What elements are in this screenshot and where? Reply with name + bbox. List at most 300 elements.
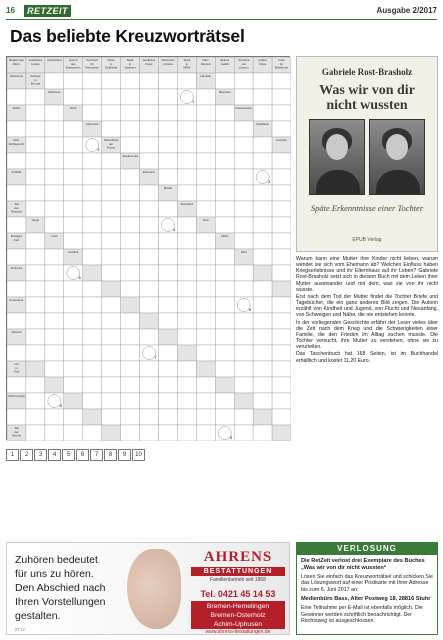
- answer-cell[interactable]: [177, 153, 196, 169]
- answer-cell[interactable]: [234, 377, 253, 393]
- answer-cell[interactable]: [26, 105, 45, 121]
- answer-cell[interactable]: [158, 361, 177, 377]
- answer-cell[interactable]: [45, 153, 64, 169]
- answer-cell[interactable]: [177, 249, 196, 265]
- answer-cell[interactable]: [26, 281, 45, 297]
- answer-cell[interactable]: [102, 361, 121, 377]
- answer-cell[interactable]: [64, 409, 83, 425]
- answer-cell[interactable]: [121, 137, 140, 153]
- answer-cell[interactable]: [26, 233, 45, 249]
- answer-cell[interactable]: [102, 105, 121, 121]
- answer-cell[interactable]: [7, 185, 26, 201]
- answer-cell[interactable]: [140, 137, 159, 153]
- answer-cell[interactable]: [253, 249, 272, 265]
- answer-cell[interactable]: [83, 425, 102, 441]
- solution-cell[interactable]: 7: [90, 449, 103, 461]
- solution-cell[interactable]: 2: [20, 449, 33, 461]
- answer-cell[interactable]: [83, 105, 102, 121]
- answer-cell[interactable]: [196, 393, 215, 409]
- answer-cell[interactable]: [196, 201, 215, 217]
- answer-cell[interactable]: [83, 377, 102, 393]
- answer-cell[interactable]: [140, 409, 159, 425]
- answer-cell[interactable]: [26, 329, 45, 345]
- answer-cell[interactable]: [234, 265, 253, 281]
- solution-cell[interactable]: 4: [48, 449, 61, 461]
- answer-cell[interactable]: [177, 377, 196, 393]
- answer-cell[interactable]: [45, 361, 64, 377]
- answer-cell[interactable]: [83, 297, 102, 313]
- answer-cell[interactable]: [64, 201, 83, 217]
- answer-cell[interactable]: [121, 105, 140, 121]
- answer-cell[interactable]: [121, 409, 140, 425]
- answer-cell[interactable]: [83, 313, 102, 329]
- answer-cell[interactable]: [83, 249, 102, 265]
- answer-cell[interactable]: [272, 121, 291, 137]
- answer-cell[interactable]: [272, 217, 291, 233]
- answer-cell[interactable]: [196, 185, 215, 201]
- answer-cell[interactable]: [121, 425, 140, 441]
- answer-cell[interactable]: [83, 185, 102, 201]
- answer-cell[interactable]: [253, 361, 272, 377]
- answer-cell[interactable]: [64, 73, 83, 89]
- answer-cell[interactable]: [64, 169, 83, 185]
- answer-cell[interactable]: [45, 249, 64, 265]
- answer-cell[interactable]: [253, 233, 272, 249]
- solution-cell[interactable]: 10: [132, 449, 145, 461]
- clue-text: Fisch: [69, 106, 77, 111]
- answer-cell[interactable]: [45, 329, 64, 345]
- answer-cell[interactable]: [177, 393, 196, 409]
- answer-cell[interactable]: [102, 249, 121, 265]
- answer-cell[interactable]: [26, 297, 45, 313]
- answer-cell[interactable]: [177, 73, 196, 89]
- answer-cell[interactable]: [121, 201, 140, 217]
- answer-cell[interactable]: [272, 169, 291, 185]
- answer-cell[interactable]: [272, 153, 291, 169]
- answer-cell[interactable]: [253, 73, 272, 89]
- answer-cell[interactable]: [253, 153, 272, 169]
- answer-cell[interactable]: [64, 137, 83, 153]
- answer-cell[interactable]: [177, 329, 196, 345]
- answer-cell[interactable]: [45, 217, 64, 233]
- answer-cell[interactable]: [177, 137, 196, 153]
- solution-cell[interactable]: 6: [76, 449, 89, 461]
- answer-cell[interactable]: [140, 73, 159, 89]
- answer-cell[interactable]: [64, 121, 83, 137]
- answer-cell[interactable]: [7, 409, 26, 425]
- answer-cell[interactable]: [45, 185, 64, 201]
- answer-cell[interactable]: [215, 345, 234, 361]
- answer-cell[interactable]: [45, 137, 64, 153]
- answer-cell[interactable]: [196, 169, 215, 185]
- answer-cell[interactable]: [140, 217, 159, 233]
- answer-cell[interactable]: [7, 217, 26, 233]
- answer-cell[interactable]: [45, 409, 64, 425]
- answer-cell[interactable]: [102, 377, 121, 393]
- answer-cell[interactable]: [64, 233, 83, 249]
- answer-cell[interactable]: [102, 329, 121, 345]
- answer-cell[interactable]: [196, 121, 215, 137]
- answer-cell[interactable]: [45, 313, 64, 329]
- answer-cell[interactable]: [64, 185, 83, 201]
- answer-cell[interactable]: [177, 409, 196, 425]
- answer-cell[interactable]: [45, 345, 64, 361]
- answer-cell[interactable]: [64, 345, 83, 361]
- answer-cell[interactable]: [234, 121, 253, 137]
- answer-cell[interactable]: [45, 265, 64, 281]
- answer-cell[interactable]: [121, 185, 140, 201]
- answer-cell[interactable]: [83, 233, 102, 249]
- answer-cell[interactable]: [140, 297, 159, 313]
- answer-cell[interactable]: [196, 297, 215, 313]
- answer-cell[interactable]: [64, 377, 83, 393]
- answer-cell[interactable]: [158, 153, 177, 169]
- answer-cell[interactable]: [26, 153, 45, 169]
- answer-cell[interactable]: [102, 313, 121, 329]
- answer-cell[interactable]: [196, 105, 215, 121]
- answer-cell[interactable]: [83, 329, 102, 345]
- answer-cell[interactable]: [234, 217, 253, 233]
- answer-cell[interactable]: [253, 297, 272, 313]
- answer-cell[interactable]: [177, 121, 196, 137]
- answer-cell[interactable]: [196, 89, 215, 105]
- answer-cell[interactable]: [272, 345, 291, 361]
- answer-cell[interactable]: [158, 105, 177, 121]
- answer-cell[interactable]: [121, 249, 140, 265]
- solution-cell[interactable]: 9: [118, 449, 131, 461]
- answer-cell[interactable]: [140, 377, 159, 393]
- answer-cell[interactable]: [158, 281, 177, 297]
- answer-cell[interactable]: [272, 329, 291, 345]
- answer-cell[interactable]: [83, 201, 102, 217]
- answer-cell[interactable]: [121, 233, 140, 249]
- answer-cell[interactable]: [83, 361, 102, 377]
- answer-cell[interactable]: [177, 185, 196, 201]
- answer-cell[interactable]: [158, 377, 177, 393]
- answer-cell[interactable]: [253, 105, 272, 121]
- answer-cell[interactable]: [234, 201, 253, 217]
- answer-cell[interactable]: [140, 281, 159, 297]
- answer-cell[interactable]: [272, 361, 291, 377]
- answer-cell[interactable]: [102, 409, 121, 425]
- answer-cell[interactable]: [215, 329, 234, 345]
- answer-cell[interactable]: [83, 73, 102, 89]
- answer-cell[interactable]: [140, 361, 159, 377]
- answer-cell[interactable]: [45, 281, 64, 297]
- answer-cell[interactable]: [196, 137, 215, 153]
- answer-cell[interactable]: [26, 425, 45, 441]
- answer-cell[interactable]: [158, 233, 177, 249]
- answer-cell[interactable]: [272, 185, 291, 201]
- answer-cell[interactable]: [83, 217, 102, 233]
- answer-cell[interactable]: [158, 169, 177, 185]
- answer-cell[interactable]: [26, 249, 45, 265]
- answer-cell[interactable]: [140, 425, 159, 441]
- answer-cell[interactable]: [26, 169, 45, 185]
- answer-cell[interactable]: [102, 169, 121, 185]
- answer-cell[interactable]: [215, 409, 234, 425]
- answer-cell[interactable]: [177, 233, 196, 249]
- answer-cell[interactable]: [253, 281, 272, 297]
- answer-cell[interactable]: [272, 233, 291, 249]
- answer-cell[interactable]: [253, 393, 272, 409]
- answer-cell[interactable]: [26, 313, 45, 329]
- answer-cell[interactable]: [140, 153, 159, 169]
- answer-cell[interactable]: [121, 281, 140, 297]
- answer-cell[interactable]: [272, 377, 291, 393]
- answer-cell[interactable]: [7, 313, 26, 329]
- answer-cell[interactable]: [272, 297, 291, 313]
- answer-cell[interactable]: [215, 137, 234, 153]
- answer-cell[interactable]: [158, 345, 177, 361]
- answer-cell[interactable]: [253, 425, 272, 441]
- answer-cell[interactable]: [45, 73, 64, 89]
- answer-cell[interactable]: [102, 217, 121, 233]
- answer-cell[interactable]: [196, 425, 215, 441]
- answer-cell[interactable]: [177, 169, 196, 185]
- answer-cell[interactable]: [234, 73, 253, 89]
- answer-cell[interactable]: [234, 185, 253, 201]
- answer-cell[interactable]: [158, 313, 177, 329]
- answer-cell[interactable]: [158, 249, 177, 265]
- answer-cell[interactable]: [121, 217, 140, 233]
- answer-cell[interactable]: [102, 393, 121, 409]
- answer-cell[interactable]: [64, 281, 83, 297]
- answer-cell[interactable]: [45, 121, 64, 137]
- answer-cell[interactable]: [253, 313, 272, 329]
- answer-cell[interactable]: [177, 281, 196, 297]
- answer-cell[interactable]: [121, 313, 140, 329]
- answer-cell[interactable]: [64, 329, 83, 345]
- answer-cell[interactable]: [140, 121, 159, 137]
- answer-cell[interactable]: [102, 73, 121, 89]
- answer-cell[interactable]: [196, 409, 215, 425]
- answer-cell[interactable]: [215, 185, 234, 201]
- answer-cell[interactable]: [7, 249, 26, 265]
- answer-cell[interactable]: [234, 233, 253, 249]
- answer-cell[interactable]: [215, 121, 234, 137]
- answer-cell[interactable]: [140, 201, 159, 217]
- answer-cell[interactable]: [83, 281, 102, 297]
- answer-cell[interactable]: [7, 89, 26, 105]
- answer-cell[interactable]: [196, 377, 215, 393]
- answer-cell[interactable]: [272, 249, 291, 265]
- answer-cell[interactable]: [26, 409, 45, 425]
- answer-cell[interactable]: [272, 393, 291, 409]
- answer-cell[interactable]: [158, 137, 177, 153]
- answer-cell[interactable]: [45, 425, 64, 441]
- answer-cell[interactable]: [64, 153, 83, 169]
- answer-cell[interactable]: [45, 169, 64, 185]
- answer-cell[interactable]: [272, 89, 291, 105]
- answer-cell[interactable]: [121, 377, 140, 393]
- answer-cell[interactable]: [177, 217, 196, 233]
- answer-cell[interactable]: [177, 425, 196, 441]
- answer-cell[interactable]: [272, 105, 291, 121]
- answer-cell[interactable]: [234, 361, 253, 377]
- solution-cell[interactable]: 1: [6, 449, 19, 461]
- answer-cell[interactable]: [215, 217, 234, 233]
- answer-cell[interactable]: [64, 89, 83, 105]
- answer-cell[interactable]: [215, 393, 234, 409]
- answer-cell[interactable]: [177, 105, 196, 121]
- answer-cell[interactable]: [140, 185, 159, 201]
- answer-cell[interactable]: [272, 265, 291, 281]
- answer-cell[interactable]: [26, 265, 45, 281]
- answer-cell[interactable]: [7, 121, 26, 137]
- answer-cell[interactable]: [158, 409, 177, 425]
- answer-cell[interactable]: [215, 73, 234, 89]
- answer-cell[interactable]: [158, 73, 177, 89]
- answer-cell[interactable]: [140, 393, 159, 409]
- answer-cell[interactable]: [253, 217, 272, 233]
- answer-cell[interactable]: [121, 345, 140, 361]
- solution-cell[interactable]: 5: [62, 449, 75, 461]
- answer-cell[interactable]: [121, 89, 140, 105]
- answer-cell[interactable]: [121, 121, 140, 137]
- answer-cell[interactable]: [64, 297, 83, 313]
- answer-cell[interactable]: [234, 313, 253, 329]
- answer-cell[interactable]: [64, 217, 83, 233]
- answer-cell[interactable]: [140, 89, 159, 105]
- answer-cell[interactable]: [158, 425, 177, 441]
- answer-cell[interactable]: [215, 105, 234, 121]
- answer-cell[interactable]: [253, 377, 272, 393]
- answer-cell[interactable]: [177, 361, 196, 377]
- answer-cell[interactable]: [121, 361, 140, 377]
- answer-cell[interactable]: [26, 185, 45, 201]
- answer-cell[interactable]: [26, 121, 45, 137]
- ad-website-link[interactable]: www.ahrens-bestattungen.de: [205, 629, 271, 635]
- answer-cell[interactable]: [45, 105, 64, 121]
- answer-cell[interactable]: [26, 201, 45, 217]
- answer-cell[interactable]: [26, 89, 45, 105]
- answer-cell[interactable]: [140, 105, 159, 121]
- answer-cell[interactable]: [102, 89, 121, 105]
- answer-cell[interactable]: [102, 121, 121, 137]
- answer-cell[interactable]: [45, 297, 64, 313]
- answer-cell[interactable]: [83, 169, 102, 185]
- answer-cell[interactable]: [102, 185, 121, 201]
- answer-cell[interactable]: [102, 345, 121, 361]
- answer-cell[interactable]: [121, 73, 140, 89]
- answer-cell[interactable]: [272, 73, 291, 89]
- answer-cell[interactable]: [140, 249, 159, 265]
- answer-cell[interactable]: [272, 313, 291, 329]
- answer-cell[interactable]: [64, 313, 83, 329]
- answer-cell[interactable]: [234, 345, 253, 361]
- answer-cell[interactable]: [253, 185, 272, 201]
- answer-cell[interactable]: [102, 265, 121, 281]
- answer-cell[interactable]: [215, 201, 234, 217]
- answer-cell[interactable]: [215, 281, 234, 297]
- answer-cell[interactable]: [121, 169, 140, 185]
- answer-cell[interactable]: [234, 137, 253, 153]
- answer-cell[interactable]: [83, 153, 102, 169]
- answer-cell[interactable]: [7, 153, 26, 169]
- answer-cell[interactable]: [140, 329, 159, 345]
- answer-cell[interactable]: [272, 409, 291, 425]
- answer-cell[interactable]: [158, 265, 177, 281]
- answer-cell[interactable]: [177, 297, 196, 313]
- answer-cell[interactable]: [272, 201, 291, 217]
- answer-cell[interactable]: [215, 249, 234, 265]
- answer-cell[interactable]: [121, 393, 140, 409]
- answer-cell[interactable]: [253, 137, 272, 153]
- answer-cell[interactable]: [234, 153, 253, 169]
- answer-cell[interactable]: [102, 153, 121, 169]
- answer-cell[interactable]: [158, 393, 177, 409]
- answer-cell[interactable]: [234, 329, 253, 345]
- answer-cell[interactable]: [215, 297, 234, 313]
- answer-cell[interactable]: [140, 265, 159, 281]
- answer-cell[interactable]: [26, 393, 45, 409]
- answer-cell[interactable]: [253, 345, 272, 361]
- answer-cell[interactable]: [7, 281, 26, 297]
- answer-cell[interactable]: [64, 361, 83, 377]
- answer-cell[interactable]: [196, 233, 215, 249]
- answer-cell[interactable]: [102, 297, 121, 313]
- answer-cell[interactable]: [196, 153, 215, 169]
- answer-cell[interactable]: [196, 249, 215, 265]
- answer-cell[interactable]: [177, 265, 196, 281]
- answer-cell[interactable]: [7, 345, 26, 361]
- answer-cell[interactable]: [215, 169, 234, 185]
- answer-cell[interactable]: [234, 425, 253, 441]
- answer-cell[interactable]: [215, 361, 234, 377]
- funeral-advertisement[interactable]: [6, 542, 290, 635]
- answer-cell[interactable]: [196, 329, 215, 345]
- answer-cell[interactable]: [253, 89, 272, 105]
- answer-cell[interactable]: [196, 313, 215, 329]
- answer-cell[interactable]: [26, 345, 45, 361]
- answer-cell[interactable]: [121, 265, 140, 281]
- crossword-grid[interactable]: [6, 56, 290, 440]
- answer-cell[interactable]: [26, 137, 45, 153]
- answer-cell[interactable]: [177, 313, 196, 329]
- answer-cell[interactable]: [196, 281, 215, 297]
- answer-cell[interactable]: [234, 89, 253, 105]
- answer-cell[interactable]: [83, 345, 102, 361]
- answer-cell[interactable]: [83, 89, 102, 105]
- answer-cell[interactable]: [102, 233, 121, 249]
- answer-cell[interactable]: [196, 345, 215, 361]
- answer-cell[interactable]: [253, 329, 272, 345]
- answer-cell[interactable]: [102, 201, 121, 217]
- answer-cell[interactable]: [158, 89, 177, 105]
- answer-cell[interactable]: [234, 281, 253, 297]
- answer-cell[interactable]: [253, 201, 272, 217]
- answer-cell[interactable]: [140, 233, 159, 249]
- answer-cell[interactable]: [196, 265, 215, 281]
- answer-cell[interactable]: [215, 265, 234, 281]
- answer-cell[interactable]: [158, 297, 177, 313]
- answer-cell[interactable]: [215, 153, 234, 169]
- answer-cell[interactable]: [158, 201, 177, 217]
- answer-cell[interactable]: [121, 329, 140, 345]
- answer-cell[interactable]: [64, 425, 83, 441]
- solution-cell[interactable]: 8: [104, 449, 117, 461]
- answer-cell[interactable]: [215, 313, 234, 329]
- answer-cell[interactable]: [234, 169, 253, 185]
- answer-cell[interactable]: [45, 201, 64, 217]
- answer-cell[interactable]: [7, 377, 26, 393]
- answer-cell[interactable]: [234, 409, 253, 425]
- answer-cell[interactable]: [83, 393, 102, 409]
- answer-cell[interactable]: [26, 377, 45, 393]
- answer-cell[interactable]: [158, 121, 177, 137]
- solution-cell[interactable]: 3: [34, 449, 47, 461]
